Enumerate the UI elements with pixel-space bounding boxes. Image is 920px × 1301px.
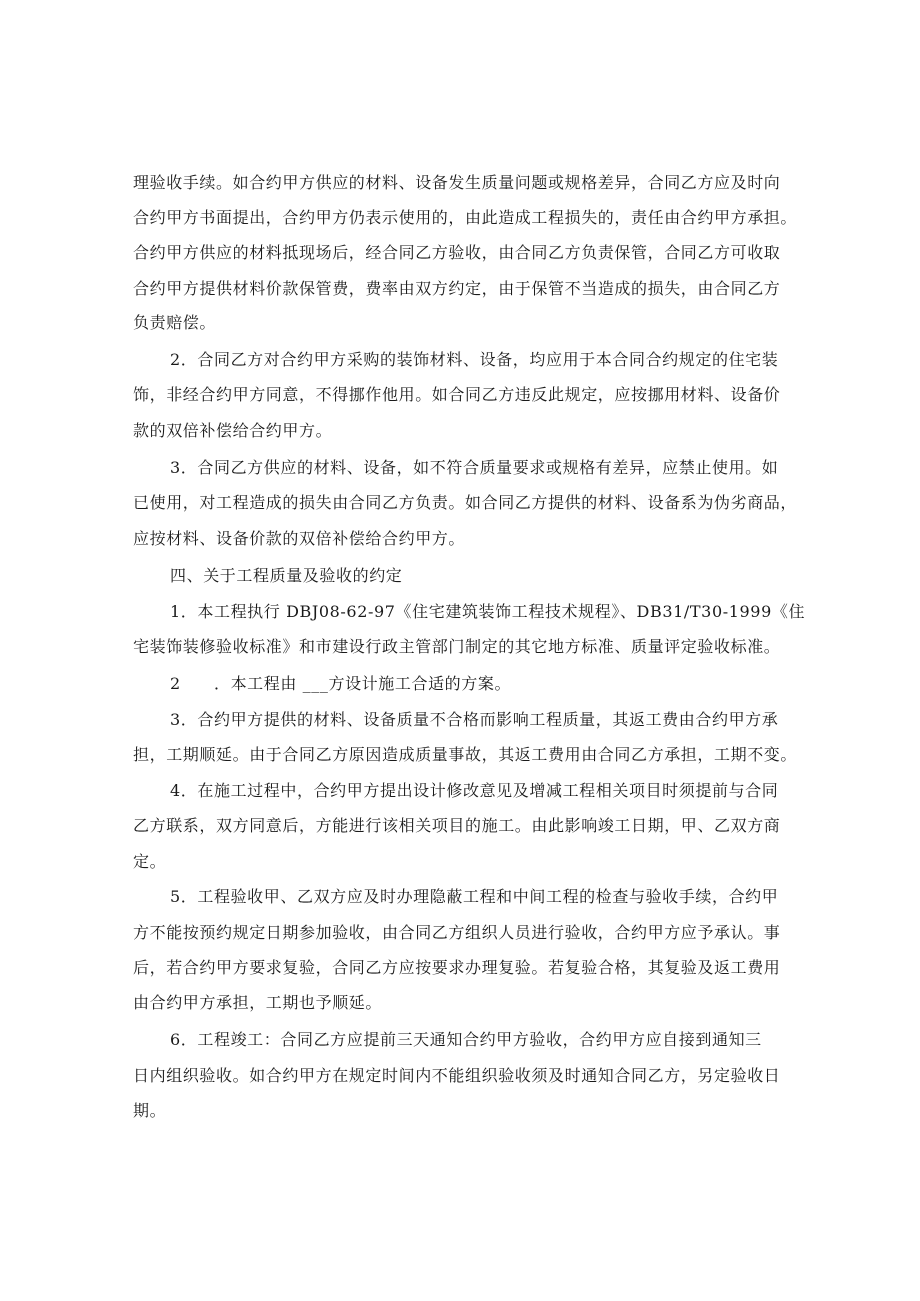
text-line: 期。 — [133, 1101, 167, 1120]
text-line: 5．工程验收甲、乙双方应及时办理隐蔽工程和中间工程的检查与验收手续，合约甲 — [170, 887, 779, 906]
text-line: 饰，非经合约甲方同意，不得挪作他用。如合同乙方违反此规定，应按挪用材料、设备价 — [133, 385, 781, 404]
text-line: 方不能按预约规定日期参加验收，由合同乙方组织人员进行验收，合约甲方应予承认。事 — [133, 923, 781, 942]
text-line: 宅装饰装修验收标准》和市建设行政主管部门制定的其它地方标准、质量评定验收标准。 — [133, 637, 781, 656]
text-line: 乙方联系，双方同意后，方能进行该相关项目的施工。由此影响竣工日期，甲、乙双方商 — [133, 816, 781, 835]
text-line: 日内组织验收。如合约甲方在规定时间内不能组织验收须及时通知合同乙方，另定验收日 — [133, 1066, 781, 1085]
text-line: 3．合约甲方提供的材料、设备质量不合格而影响工程质量，其返工费由合约甲方承 — [170, 710, 779, 729]
text-line: 2 ．本工程由 ___方设计施工合适的方案。 — [170, 674, 512, 693]
section-heading: 四、关于工程质量及验收的约定 — [170, 566, 403, 585]
text-line: 负责赔偿。 — [133, 313, 217, 332]
text-line: 已使用，对工程造成的损失由合同乙方负责。如合同乙方提供的材料、设备系为伪劣商品， — [133, 493, 798, 512]
text-line: 后，若合约甲方要求复验，合同乙方应按要求办理复验。若复验合格，其复验及返工费用 — [133, 958, 781, 977]
text-line: 2．合同乙方对合约甲方采购的装饰材料、设备，均应用于本合同合约规定的住宅装 — [170, 350, 779, 369]
text-line: 合约甲方书面提出，合约甲方仍表示使用的，由此造成工程损失的，责任由合约甲方承担。 — [133, 208, 798, 227]
text-line: 4．在施工过程中，合约甲方提出设计修改意见及增减工程相关项目时须提前与合同 — [170, 781, 779, 800]
text-line: 合约甲方供应的材料抵现场后，经合同乙方验收，由合同乙方负责保管，合同乙方可收取 — [133, 243, 781, 262]
text-line: 定。 — [133, 852, 167, 871]
text-line: 合约甲方提供材料价款保管费，费率由双方约定，由于保管不当造成的损失，由合同乙方 — [133, 279, 781, 298]
text-line: 3．合同乙方供应的材料、设备，如不符合质量要求或规格有差异，应禁止使用。如 — [170, 458, 779, 477]
text-line: 担，工期顺延。由于合同乙方原因造成质量事故，其返工费用由合同乙方承担，工期不变。 — [133, 745, 798, 764]
text-line: 由合约甲方承担，工期也予顺延。 — [133, 993, 383, 1012]
text-line: 1．本工程执行 DBJ08-62-97《住宅建筑装饰工程技术规程》、DB31/T30-1999《住 — [170, 602, 806, 621]
text-line: 理验收手续。如合约甲方供应的材料、设备发生质量问题或规格差异，合同乙方应及时向 — [133, 173, 781, 192]
text-line: 6．工程竣工：合同乙方应提前三天通知合约甲方验收，合约甲方应自接到通知三 — [170, 1030, 762, 1049]
text-line: 应按材料、设备价款的双倍补偿给合约甲方。 — [133, 529, 466, 548]
text-line: 款的双倍补偿给合约甲方。 — [133, 421, 333, 440]
